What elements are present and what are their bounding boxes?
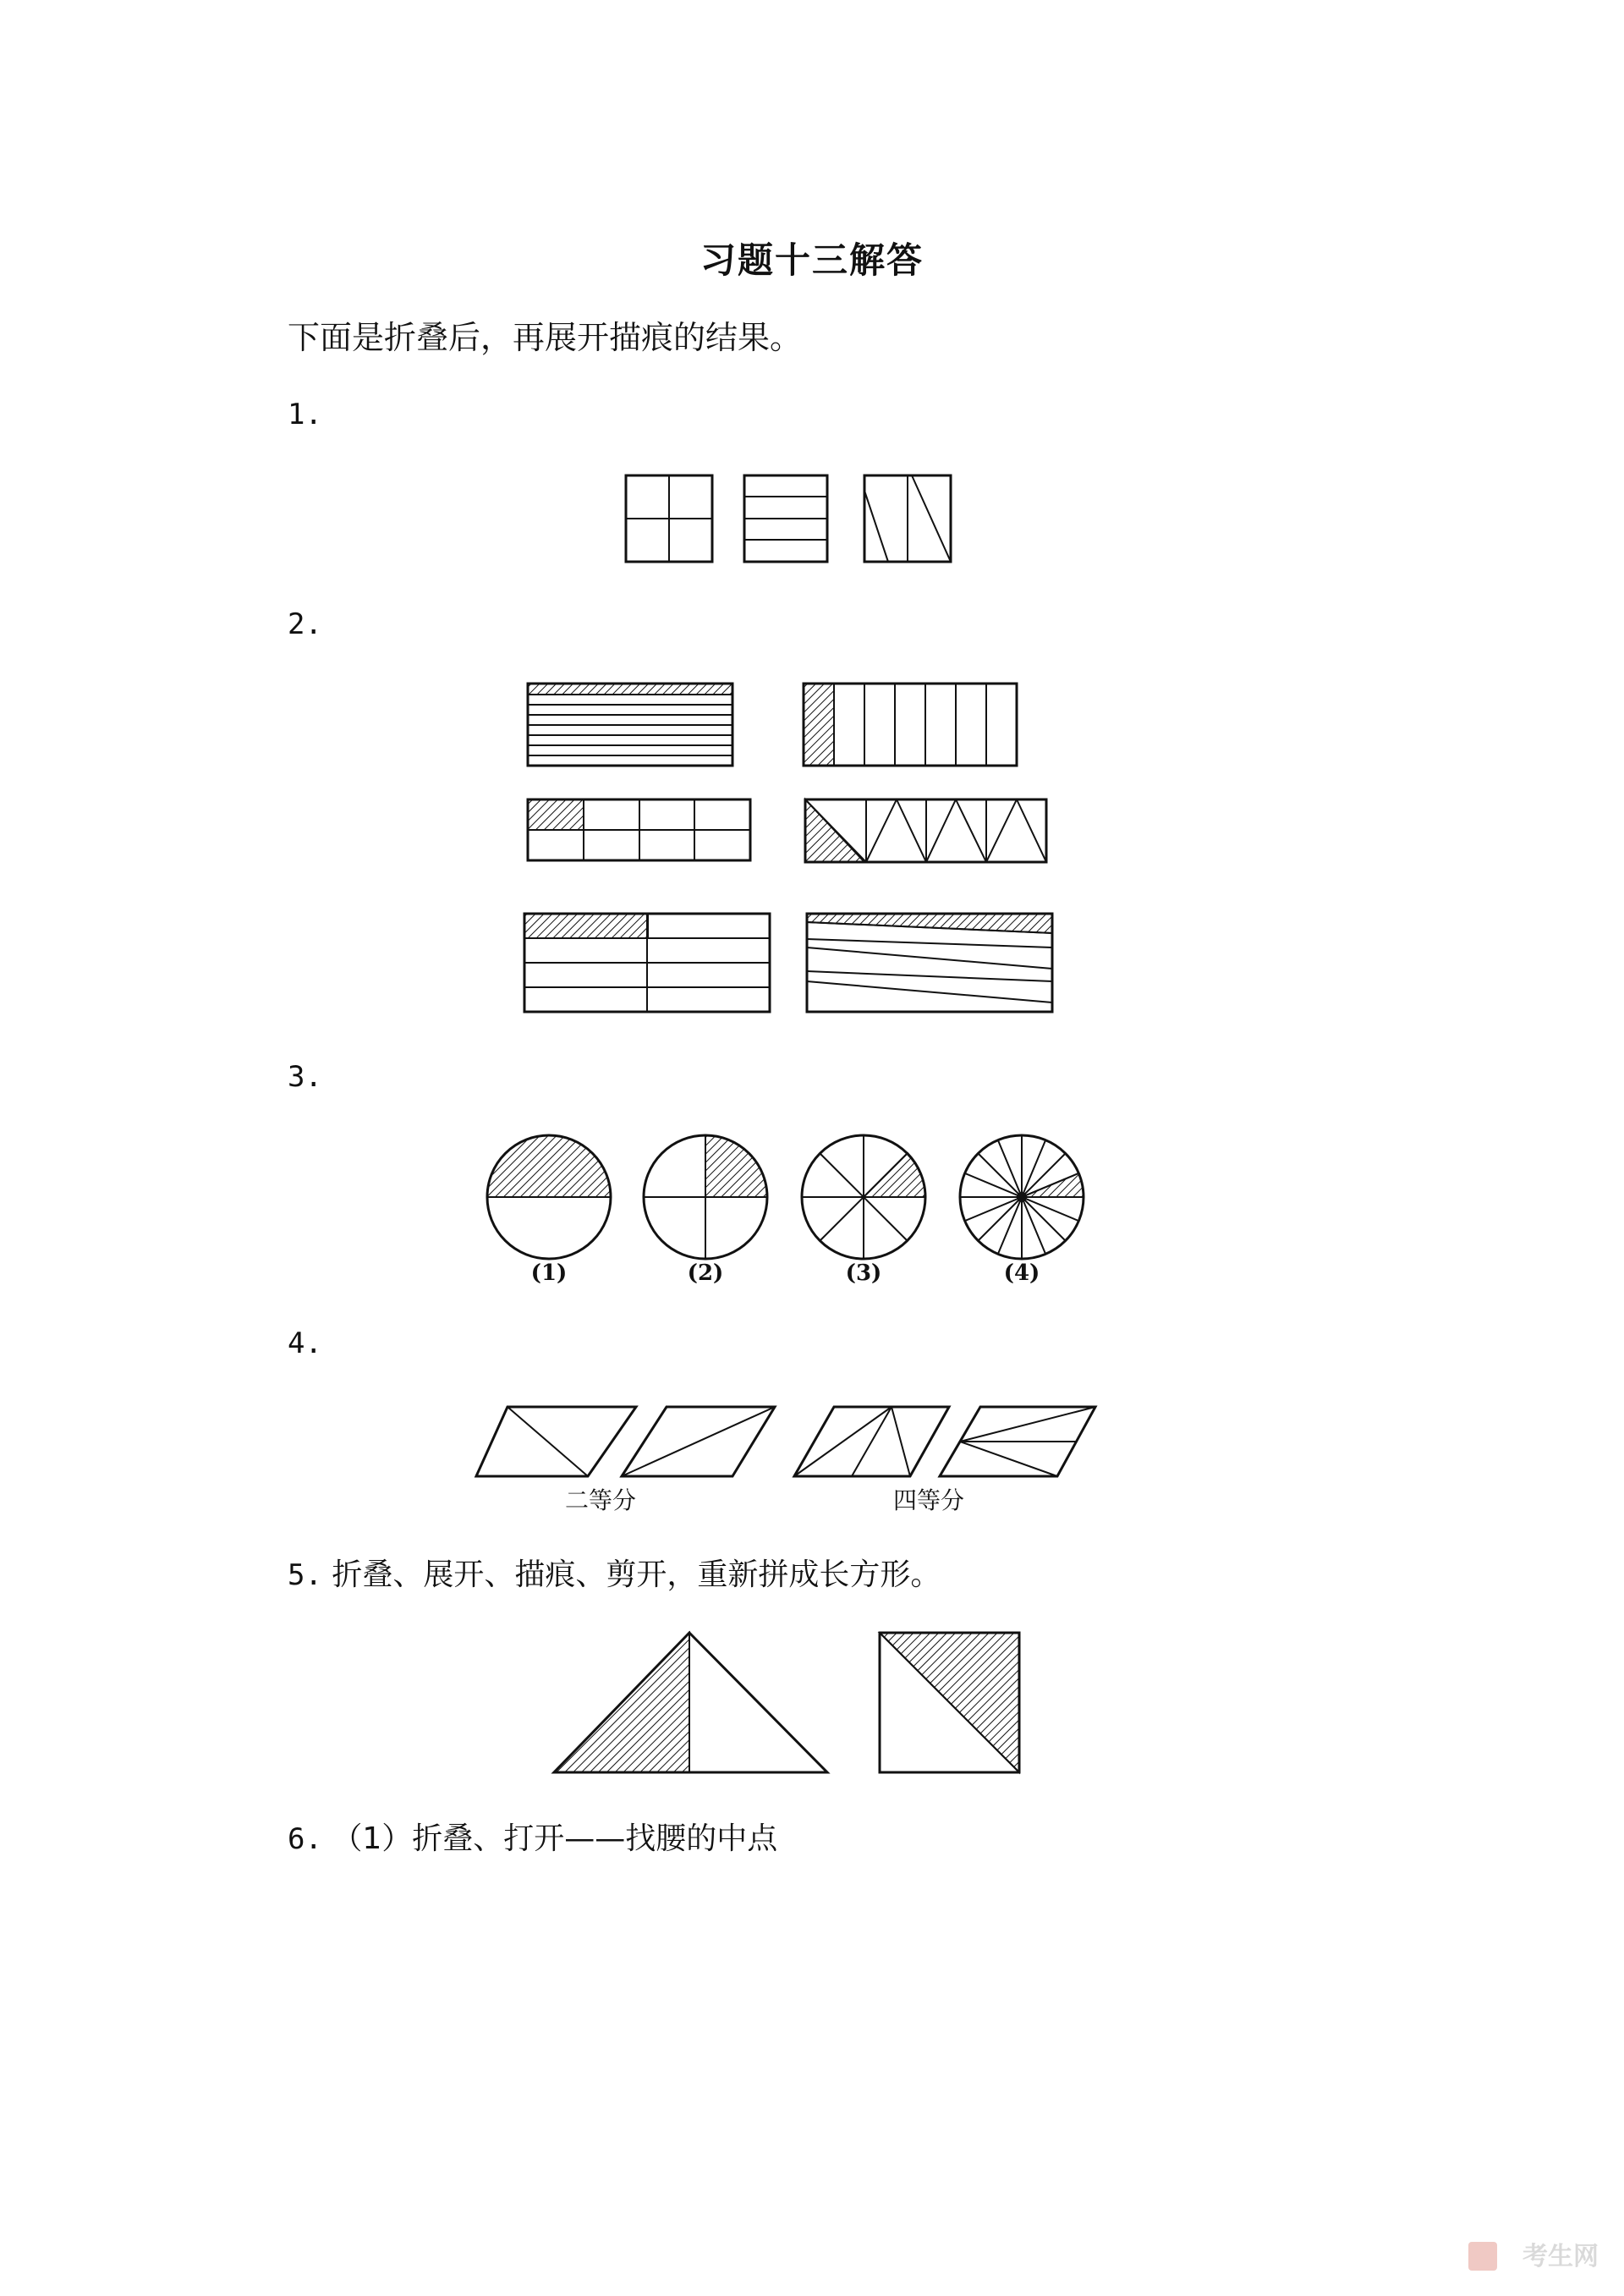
q2-rect-vertical-lines (804, 684, 1017, 766)
question-number-2: 2. (288, 607, 322, 641)
q3-caption-1: (1) (530, 1261, 568, 1286)
q3-caption-2: (2) (687, 1261, 724, 1286)
watermark-text: 考生网 (1522, 2242, 1599, 2271)
q3-circle-quarters (644, 1135, 767, 1259)
q4-caption-halves: 二等分 (565, 1486, 637, 1514)
q3-circle-sixteenths (960, 1135, 1084, 1259)
page-title: 习题十三解答 (700, 239, 924, 281)
q3-circle-eighths (802, 1135, 925, 1259)
question-number-1: 1. (288, 398, 322, 431)
q2-rect-grid-2x4 (528, 799, 750, 860)
question-number-3: 3. (288, 1060, 322, 1094)
q1-square-quartered (626, 475, 712, 562)
q4-parallelogram-diagonal-a (476, 1407, 636, 1476)
q3-circle-halves (487, 1135, 611, 1259)
question-6-text: （1）折叠、打开——找腰的中点 (332, 1821, 778, 1856)
q4-caption-quarters: 四等分 (893, 1486, 965, 1514)
intro-text: 下面是折叠后，再展开描痕的结果。 (288, 319, 803, 356)
q4-parallelogram-four-b (940, 1407, 1095, 1476)
q3-caption-4: (4) (1003, 1261, 1040, 1286)
q2-rect-horizontal-lines (528, 684, 732, 766)
question-5-text: 折叠、展开、描痕、剪开，重新拼成长方形。 (332, 1557, 941, 1592)
q2-rect-triangles (805, 799, 1046, 862)
q2-rect-grid-4x2 (524, 914, 770, 1012)
q4-parallelogram-four-a (794, 1407, 949, 1476)
question-number-6: 6. (288, 1822, 322, 1856)
q1-square-diagonal-strips (864, 475, 951, 562)
watermark-logo-icon (1468, 2242, 1497, 2271)
q5-square (880, 1633, 1019, 1772)
q4-parallelogram-diagonal-b (622, 1407, 775, 1476)
q5-triangle (554, 1633, 827, 1772)
question-number-5: 5. (288, 1558, 322, 1592)
q1-square-horizontal-strips (744, 475, 827, 562)
q2-rect-slanted-strips (807, 914, 1052, 1012)
question-number-4: 4. (288, 1327, 322, 1360)
q3-caption-3: (3) (845, 1261, 882, 1286)
